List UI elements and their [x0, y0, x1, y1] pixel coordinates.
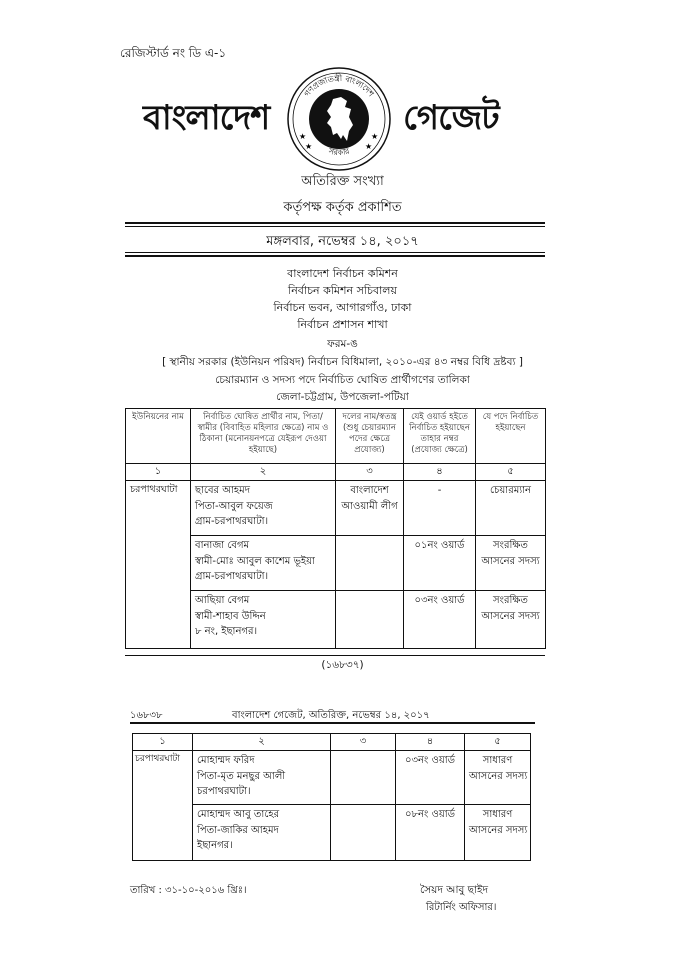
candidate-name: মোহাম্মদ আবু তাহের: [197, 809, 280, 820]
published-by-authority: কর্তৃপক্ষ কর্তৃক প্রকাশিত: [283, 200, 402, 215]
candidate-relation: পিতা-আবুল ফয়েজ: [195, 500, 273, 512]
header-candidate-details: নির্বাচিত ঘোষিত প্রার্থীর নাম, পিতা/স্বামীর (বিবাহিত মহিলার ক্ষেত্রে) নাম ও ঠিকানা (মনোনয়নপত্রে যেইরূপ দেওয়া হইয়াছে): [191, 409, 336, 464]
column-number: ১: [133, 734, 193, 751]
table-row: [126, 481, 546, 536]
post-line: সংরক্ষিত: [493, 595, 528, 606]
running-header: বাংলাদেশ গেজেট, অতিরিক্ত, নভেম্বর ১৪, ২০১৭: [232, 710, 430, 721]
column-number: ৫: [465, 734, 531, 751]
page-number: ১৬৮৩৮: [130, 710, 163, 721]
divider: [125, 226, 545, 227]
table-row: [133, 805, 531, 861]
header-union-name: ইউনিয়নের নাম: [126, 409, 191, 464]
candidate-address: ইছানগর।: [197, 840, 233, 851]
elected-post: [465, 805, 531, 861]
issuer-line: নির্বাচন ভবন, আগারগাঁও, ঢাকা: [273, 301, 412, 314]
candidate-address: চরপাথরঘাটা।: [197, 786, 251, 797]
party-name: [336, 591, 404, 649]
page-number: (১৬৮৩৭): [321, 659, 364, 671]
declaration-date: তারিখ : ৩১-১০-২০১৬ খ্রিঃ।: [130, 885, 247, 896]
party-line: আওয়ামী লীগ: [341, 500, 398, 512]
form-number: ফরম-ঙ: [327, 338, 358, 350]
table-row: [133, 751, 531, 805]
district-upazila: জেলা-চট্টগ্রাম, উপজেলা-পটিয়া: [276, 391, 409, 403]
table-header-row: [126, 409, 546, 464]
candidate-address: গ্রাম-চরপাথরঘাটা।: [195, 571, 269, 582]
star-icon: ★: [299, 132, 307, 141]
elected-post: [476, 481, 546, 536]
issuer-line: নির্বাচন প্রশাসন শাখা: [297, 318, 388, 331]
gazette-title-left: বাংলাদেশ: [143, 98, 270, 138]
ward-number: ০১নং ওয়ার্ড: [404, 536, 476, 591]
elected-candidates-table-page1: [125, 408, 546, 649]
candidate-relation: পিতা-মৃত মনছুর আলী: [197, 770, 286, 782]
issuer-line: নির্বাচন কমিশন সচিবালয়: [288, 284, 397, 297]
column-number: ১: [126, 464, 191, 481]
divider: [130, 722, 535, 724]
column-number-row: [126, 464, 546, 481]
ward-number: ০৩নং ওয়ার্ড: [396, 751, 465, 805]
candidate-name: বানাজা বেগম: [195, 540, 250, 551]
post-line: সাধারণ: [482, 809, 513, 820]
post-line: আসনের সদস্য: [469, 770, 528, 782]
star-icon: ★: [365, 142, 373, 151]
extraordinary-issue: অতিরিক্ত সংখ্যা: [301, 174, 384, 189]
gazette-title-right: গেজেট: [403, 98, 499, 138]
candidate-name: ছাবের আহমদ: [195, 485, 250, 496]
column-number: ৩: [336, 464, 404, 481]
party-name: [331, 805, 396, 861]
column-number: ২: [193, 734, 331, 751]
post-line: চেয়ারম্যান: [489, 485, 532, 496]
post-line: সংরক্ষিত: [493, 540, 528, 551]
list-title: চেয়ারম্যান ও সদস্য পদে নির্বাচিত ঘোষিত প্রার্থীগণের তালিকা: [215, 374, 470, 386]
column-number: ৫: [476, 464, 546, 481]
party-line: বাংলাদেশ: [350, 485, 389, 496]
post-line: আসনের সদস্য: [481, 610, 540, 622]
column-number-row: [133, 734, 531, 751]
party-name: [336, 536, 404, 591]
union-name: চরপাথরঘাটা: [133, 751, 193, 861]
candidate-details: [193, 751, 331, 805]
party-name: [331, 751, 396, 805]
column-number: ৪: [404, 464, 476, 481]
ward-number: -: [404, 481, 476, 536]
candidate-address: ৮ নং, ইছানগর।: [195, 626, 258, 637]
candidate-details: [191, 481, 336, 536]
divider: [125, 252, 545, 253]
rule-reference: [ স্থানীয় সরকার (ইউনিয়ন পরিষদ) নির্বাচন বিধিমালা, ২০১০-এর ৪৩ নম্বর বিধি দ্রষ্টব্য ]: [162, 356, 523, 368]
candidate-details: [191, 591, 336, 649]
divider: [125, 255, 545, 257]
party-name: [336, 481, 404, 536]
candidate-relation: স্বামী-শাহাব উদ্দিন: [195, 610, 266, 622]
candidate-details: [191, 536, 336, 591]
post-line: সাধারণ: [482, 755, 513, 766]
elected-candidates-table-page2: [132, 733, 531, 861]
candidate-address: গ্রাম-চরপাথরঘাটা।: [195, 516, 269, 527]
signatory-name: সৈয়দ আবু ছাইদ: [420, 884, 489, 896]
issuer-line: বাংলাদেশ নির্বাচন কমিশন: [287, 267, 398, 280]
registration-number: রেজিস্টার্ড নং ডি এ-১: [120, 46, 227, 60]
post-line: আসনের সদস্য: [469, 824, 528, 836]
candidate-name: মোহাম্মদ ফরিদ: [197, 755, 255, 766]
column-number: ২: [191, 464, 336, 481]
ward-number: ০৩নং ওয়ার্ড: [404, 591, 476, 649]
column-number: ৪: [396, 734, 465, 751]
header-post: যে পদে নির্বাচিত হইয়াছেন: [476, 409, 546, 464]
star-icon: ★: [305, 142, 313, 151]
seal-top-text: গণপ্রজাতন্ত্রী বাংলাদেশ: [302, 73, 376, 99]
header-ward: যেই ওয়ার্ড হইতে নির্বাচিত হইয়াছেন তাহার নম্বর (প্রযোজ্য ক্ষেত্রে): [404, 409, 476, 464]
post-line: আসনের সদস্য: [481, 555, 540, 567]
candidate-relation: স্বামী-মোঃ আবুল কাশেম ভূইয়া: [195, 555, 315, 567]
candidate-name: আছিয়া বেগম: [195, 595, 250, 606]
seal-bottom-text: সরকার: [327, 146, 351, 158]
header-party: দলের নাম/স্বতন্ত্র (শুধু চেয়ারম্যান পদের ক্ষেত্রে প্রযোজ্য): [336, 409, 404, 464]
divider: [125, 655, 545, 656]
elected-post: [465, 751, 531, 805]
divider: [125, 222, 545, 224]
issue-date: মঙ্গলবার, নভেম্বর ১৪, ২০১৭: [266, 234, 419, 249]
ward-number: ০৮নং ওয়ার্ড: [396, 805, 465, 861]
union-name: চরপাথরঘাটা: [126, 481, 191, 649]
candidate-relation: পিতা-জাকির আহমদ: [197, 824, 279, 836]
candidate-details: [193, 805, 331, 861]
elected-post: [476, 536, 546, 591]
government-seal: [285, 65, 393, 173]
column-number: ৩: [331, 734, 396, 751]
signatory-designation: রিটার্নিং অফিসার।: [426, 902, 497, 913]
star-icon: ★: [371, 132, 379, 141]
elected-post: [476, 591, 546, 649]
